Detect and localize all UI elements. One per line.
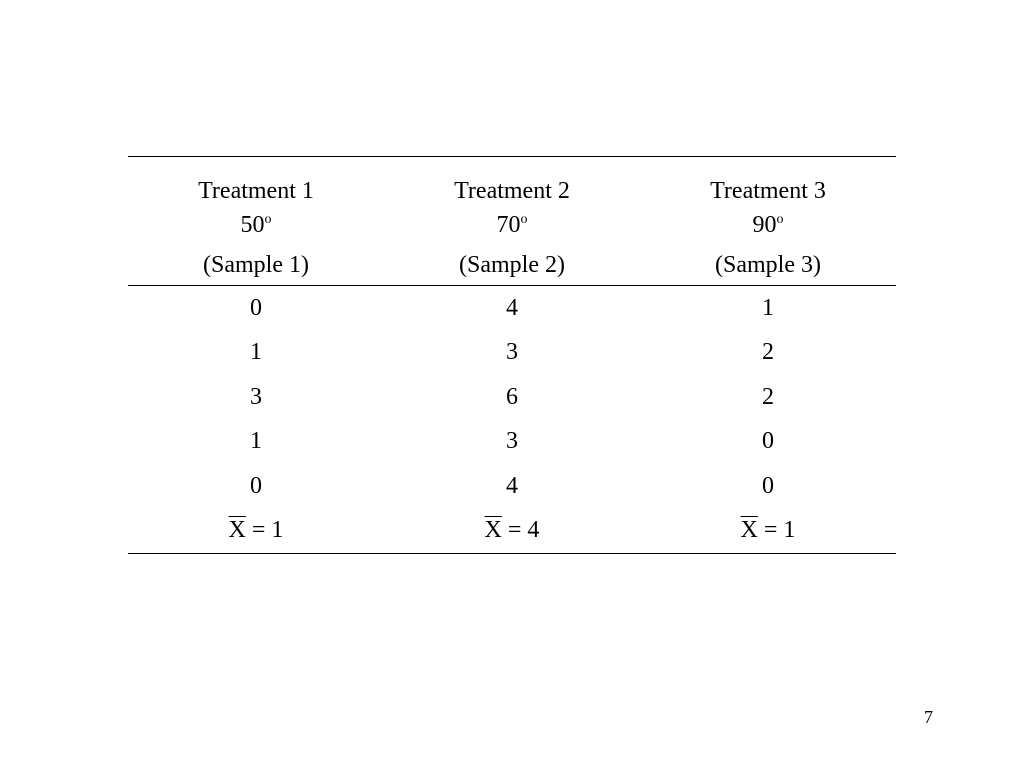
header-treatment-2: Treatment 2	[384, 157, 640, 206]
header-treatment-1: Treatment 1	[128, 157, 384, 206]
table-body	[128, 286, 896, 554]
header-temperature-3	[640, 205, 896, 245]
table-cell: 1	[250, 339, 262, 366]
table-cell: 0	[250, 472, 262, 499]
degree-mark: o	[264, 211, 272, 227]
table-header	[128, 157, 896, 286]
table-cell: 3	[506, 428, 518, 455]
table-row	[128, 286, 896, 331]
header-row-temperature	[128, 205, 896, 245]
header-sample-1: (Sample 1)	[203, 251, 309, 278]
table-cell: 0	[762, 472, 774, 499]
table-cell: 0	[128, 286, 384, 331]
mean-cell-2	[384, 509, 640, 554]
temperature-value: 50	[240, 211, 265, 238]
table-cell: 3	[506, 339, 518, 366]
table-row	[128, 420, 896, 465]
table-cell: 4	[506, 472, 518, 499]
mean-cell-3	[640, 509, 896, 554]
header-row-sample	[128, 245, 896, 286]
mean-cell-1	[128, 509, 384, 554]
table-cell: 6	[506, 383, 518, 410]
header-treatment-3: Treatment 3	[640, 157, 896, 206]
header-row-treatment	[128, 157, 896, 206]
mean-value: = 4	[501, 517, 540, 543]
page-number: 7	[924, 707, 933, 727]
x-bar-symbol: $\overline{X}$	[228, 517, 246, 543]
degree-mark: o	[520, 211, 528, 227]
temperature-value: 70	[496, 211, 521, 238]
table-cell: 1	[250, 428, 262, 455]
degree-mark: o	[776, 211, 784, 227]
mean-value: = 1	[757, 517, 796, 543]
treatment-data-table	[128, 156, 896, 554]
header-temperature-1	[128, 205, 384, 245]
table-cell: 2	[762, 383, 774, 410]
header-sample-3: (Sample 3)	[715, 251, 821, 278]
x-bar-symbol: $\overline{X}$	[484, 517, 502, 543]
header-sample-2: (Sample 2)	[459, 251, 565, 278]
temperature-value: 90	[752, 211, 777, 238]
mean-row	[128, 509, 896, 554]
table-cell: 2	[762, 339, 774, 366]
table-cell: 3	[250, 383, 262, 410]
header-temperature-2	[384, 205, 640, 245]
table-cell: 1	[640, 286, 896, 331]
table-row	[128, 331, 896, 376]
table-cell: 0	[762, 428, 774, 455]
table-cell: 4	[384, 286, 640, 331]
table-row	[128, 375, 896, 420]
mean-value: = 1	[245, 517, 284, 543]
table-row	[128, 464, 896, 509]
x-bar-symbol: $\overline{X}$	[740, 517, 758, 543]
